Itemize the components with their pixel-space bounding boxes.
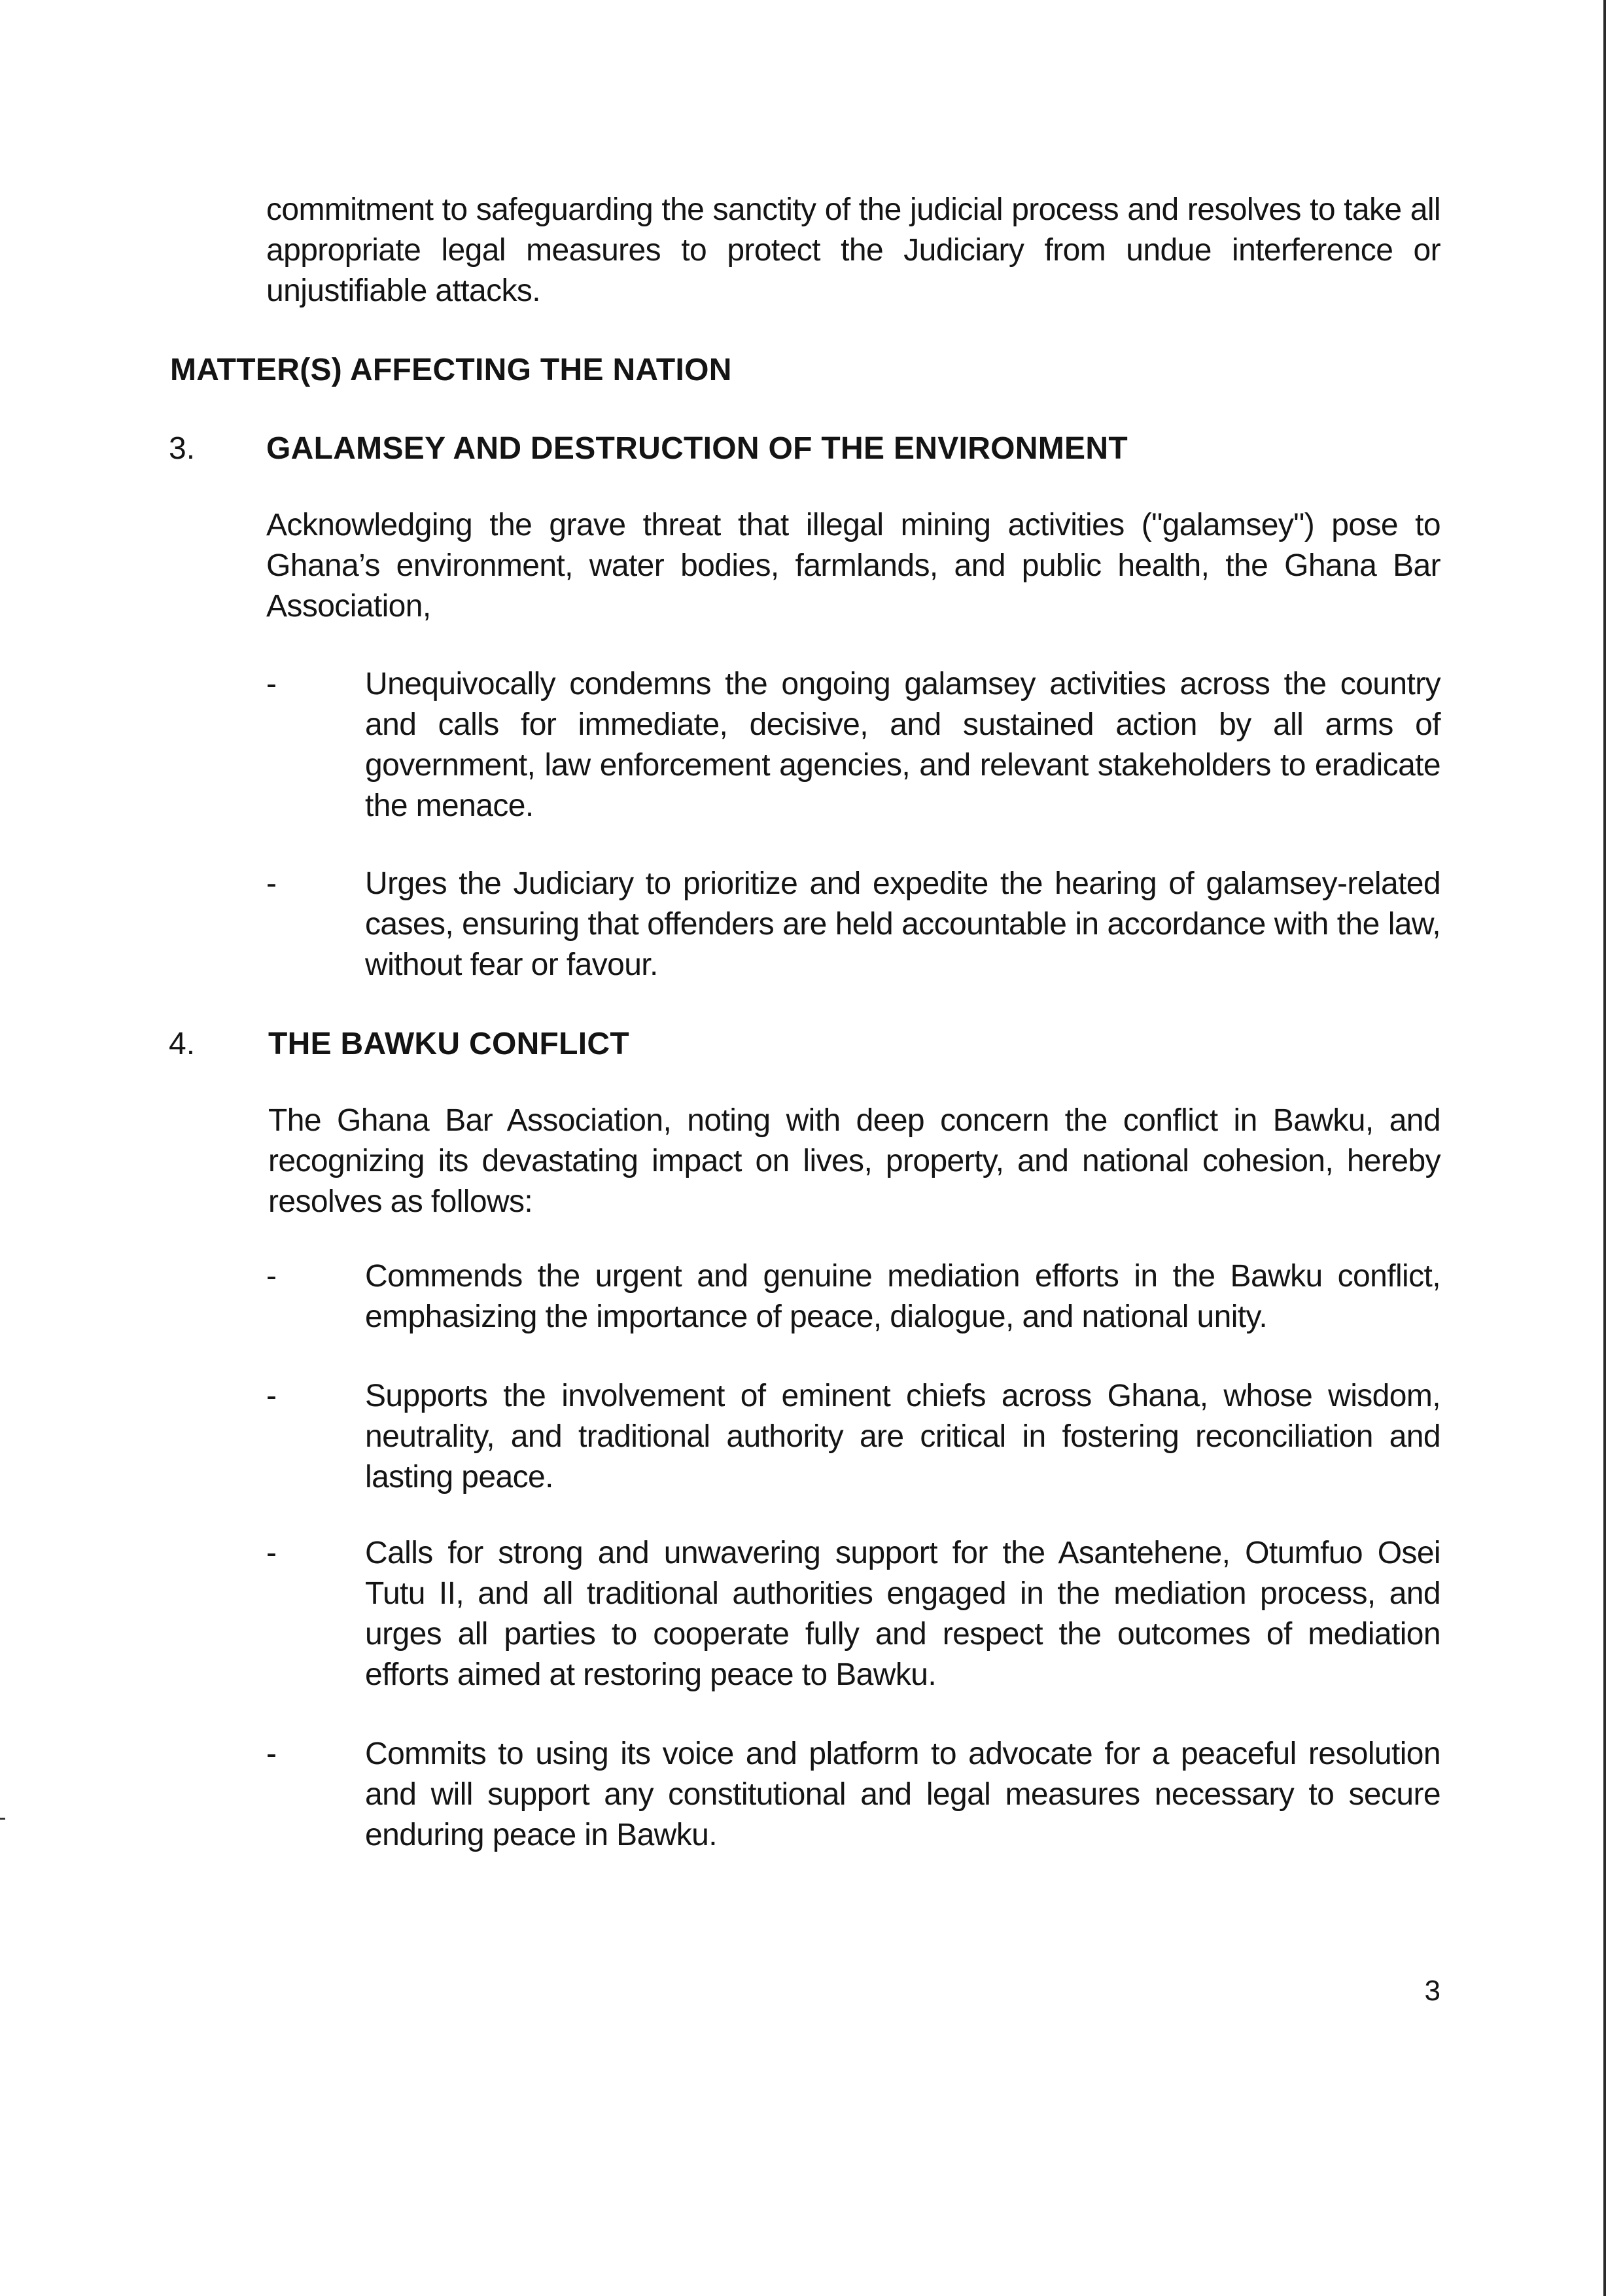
section-4-bullet-3 xyxy=(266,1533,1440,1697)
matters-heading: MATTER(S) AFFECTING THE NATION xyxy=(170,353,732,387)
section-3-number: 3. xyxy=(169,431,196,466)
page-number: 3 xyxy=(1424,1975,1440,2007)
intro-continuation-paragraph: commitment to safeguarding the sanctity of the judicial process and resolves to take all appropriate legal measures to protect the Judiciary from undue interference or unjustifiable attacks. xyxy=(266,192,1440,308)
section-3-intro: Acknowledging the grave threat that illegal mining activities ("galamsey") pose to Ghana’s environment, water bodies, farmlands, and public health, the Ghana Bar Association, xyxy=(266,508,1440,624)
bullet-dash: - xyxy=(266,1259,277,1294)
section-4-intro: The Ghana Bar Association, noting with deep concern the conflict in Bawku, and recognizing its devastating impact on lives, property, and national cohesion, hereby resolves as follows: xyxy=(268,1103,1440,1219)
bullet-text: Commits to using its voice and platform to advocate for a peaceful resolution and will support any constitutional and legal measures necessary to secure enduring peace in Bawku. xyxy=(365,1737,1440,1852)
bullet-text: Urges the Judiciary to prioritize and expedite the hearing of galamsey-related cases, ensuring that offenders are held accountable in accordance with the law, without fear or favour. xyxy=(365,866,1440,982)
section-4-bullet-4 xyxy=(266,1734,1440,1858)
bullet-text: Calls for strong and unwavering support for the Asantehene, Otumfuo Osei Tutu II, and all traditional authorities engaged in the mediation process, and urges all parties to cooperate fully and respect the outcomes of mediation efforts aimed at restoring peace to Bawku. xyxy=(365,1536,1440,1692)
section-4-bullet-2 xyxy=(266,1376,1440,1500)
section-3-bullet-1 xyxy=(266,664,1440,828)
section-3-title: GALAMSEY AND DESTRUCTION OF THE ENVIRONMENT xyxy=(266,431,1128,466)
bullet-dash: - xyxy=(266,1536,277,1570)
section-4-title: THE BAWKU CONFLICT xyxy=(268,1027,630,1061)
section-3-bullet-2 xyxy=(266,864,1440,988)
bullet-text: Supports the involvement of eminent chiefs across Ghana, whose wisdom, neutrality, and traditional authority are critical in fostering reconciliation and lasting peace. xyxy=(365,1379,1440,1494)
bullet-dash: - xyxy=(266,1379,277,1413)
scan-mark xyxy=(0,1818,5,1820)
bullet-text: Unequivocally condemns the ongoing galamsey activities across the country and calls for immediate, decisive, and sustained action by all arms of government, law enforcement agencies, and relevant stakeholders to eradicate the menace. xyxy=(365,667,1440,823)
section-4-bullet-1 xyxy=(266,1256,1440,1338)
scan-edge xyxy=(1603,0,1606,2296)
section-4-number: 4. xyxy=(169,1027,196,1061)
bullet-dash: - xyxy=(266,1737,277,1771)
bullet-text: Commends the urgent and genuine mediation efforts in the Bawku conflict, emphasizing the importance of peace, dialogue, and national unity. xyxy=(365,1259,1440,1334)
bullet-dash: - xyxy=(266,866,277,901)
bullet-dash: - xyxy=(266,667,277,701)
